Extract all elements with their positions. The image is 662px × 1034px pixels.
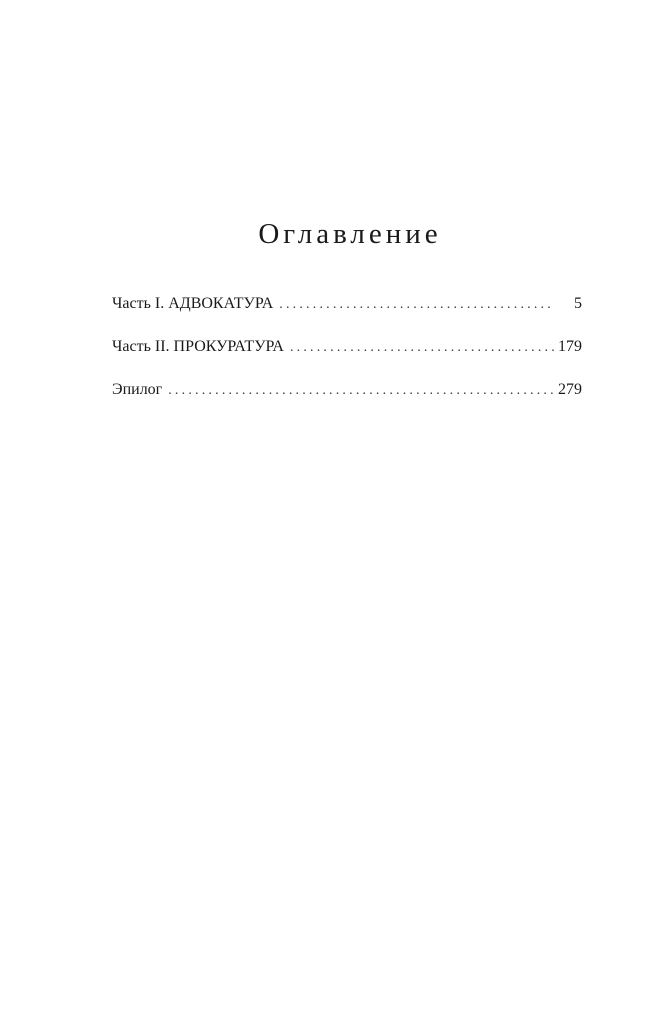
table-of-contents: [112, 293, 582, 422]
toc-entry-label: Часть II. ПРОКУРАТУРА: [112, 338, 284, 355]
toc-entry-page-number: 179: [558, 338, 582, 355]
dot-leader: [168, 380, 558, 402]
toc-entry-label: Эпилог: [112, 381, 163, 398]
toc-entry-page-number: 5: [574, 295, 582, 312]
page-title: Оглавление: [258, 218, 442, 250]
toc-entry-part-1: [112, 293, 582, 315]
toc-entry-page-number: 279: [558, 381, 582, 398]
toc-entry-label: Часть I. АДВОКАТУРА: [112, 295, 274, 312]
dot-leader: [279, 294, 552, 316]
dot-leader: [290, 337, 558, 359]
toc-entry-part-2: [112, 336, 582, 358]
toc-entry-epilogue: [112, 379, 582, 401]
